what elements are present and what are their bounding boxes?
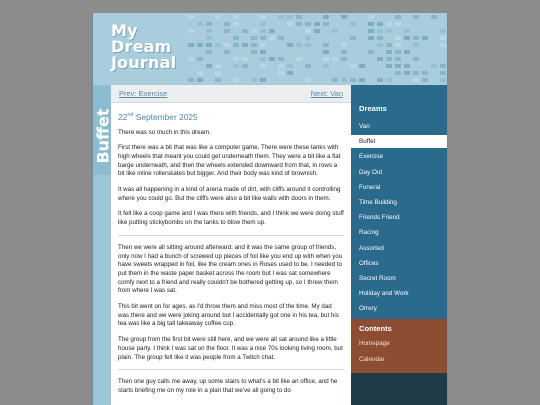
sidebar-item-racing[interactable]: Racing [359,229,379,237]
entry-content [118,111,344,403]
entry-date-day: 22 [118,111,128,122]
sidebar-item-time-building[interactable]: Time Building [359,199,397,206]
sidebar-item-funeral[interactable]: Funeral [359,183,381,191]
sidebar [351,85,448,405]
dreams-panel [351,85,448,319]
page-frame [92,13,448,405]
section-divider [118,235,344,236]
entry-paragraph: There was so much in this dream. [118,128,211,136]
sidebar-item-secret-room[interactable]: Secret Room [359,275,396,282]
sidebar-item-orrery[interactable]: Orrery [359,305,377,313]
entry-date-month-year: September 2025 [133,111,198,122]
sidebar-item-assorted[interactable]: Assorted [359,244,384,252]
site-title-line-1: My [111,21,138,40]
site-title-line-3: Journal [111,53,177,72]
entry-paragraph: This bit went on for ages, as I'd throw them and miss most of the time. My dad was there and we were joking around but I accidentally got one in his tea, but his tea was like a big tall takeaway coffee cup. [118,303,339,328]
entry-paragraph: The group from the first bit were still here, and we were all sat around like a little house party. I think I was sat on the floor. It was a nice 70s looking living room, but plain. The group felt like it was people from a Twitch chat. [118,336,343,361]
sidebar-item-van[interactable]: Van [359,123,370,130]
site-title-line-2: Dream [111,37,172,56]
sidebar-footer-panel [351,373,448,405]
contents-item-calendar[interactable]: Calendar [359,356,385,363]
entry-paragraph: Then one guy calls me away, up some stairs to what's a bit like an office, and he starts briefing me on my role in a plan that we've all going to do [118,378,338,394]
sidebar-item-friends-friend[interactable]: Friends Friend [359,214,400,222]
sidebar-item-exercise[interactable]: Exercise [359,153,384,161]
entry-navigation [111,85,351,103]
vertical-page-title [95,101,111,171]
next-entry-link[interactable]: Next: Van [310,89,343,98]
prev-entry-link[interactable]: Prev: Exercise [119,89,168,98]
entry-date-suffix: nd [127,112,134,118]
entry-paragraph: Then we were all sitting around afterward, and it was the same group of friends, only now I had a bunch of screwed up pieces of foil like you end up with when you have sweets wrapped in foil, like the cream ones in Roses used to be. I needed to put them in the waste paper basket across the room but I was sat somewhere comfy next to a friend and really couldn't be bothered getting up, so I threw them from where I was sat. [118,243,343,295]
sidebar-item-offices[interactable]: Offices [359,259,379,267]
entry-paragraph: It felt like a coop game and I was there with friends, and I think we were doing stuff like putting stickybombs on the tanks to blow them up. [118,210,344,227]
sidebar-item-day-out[interactable]: Day Out [359,168,383,176]
site-title[interactable] [111,23,176,71]
contents-heading: Contents [359,324,392,333]
dreams-heading: Dreams [359,104,387,113]
entry-paragraph: First there was a bit that was like a computer game. There were these tanks with high wheels that meant you could get underneath them. They were a bit like a flat barge underneath, and then the wheels extended downward from that, in rows a bit like inline rollerskates but bigger. And their body was kind of brownish. [118,144,341,178]
vertical-page-title-text: Buffet [93,108,113,164]
section-divider [118,369,344,370]
contents-item-homepage[interactable]: Homepage [359,340,390,347]
sidebar-item-buffet[interactable]: Buffet [351,135,448,148]
entry-date [118,111,344,122]
sidebar-item-holiday-and-work[interactable]: Holiday and Work [359,290,409,298]
entry-paragraph: It was all happening in a kind of arena made of dirt, with cliffs around it controlling where you could go. But the cliffs were also a bit like walls with doors in them. [118,186,341,202]
contents-panel [351,319,448,373]
site-header [93,13,448,85]
